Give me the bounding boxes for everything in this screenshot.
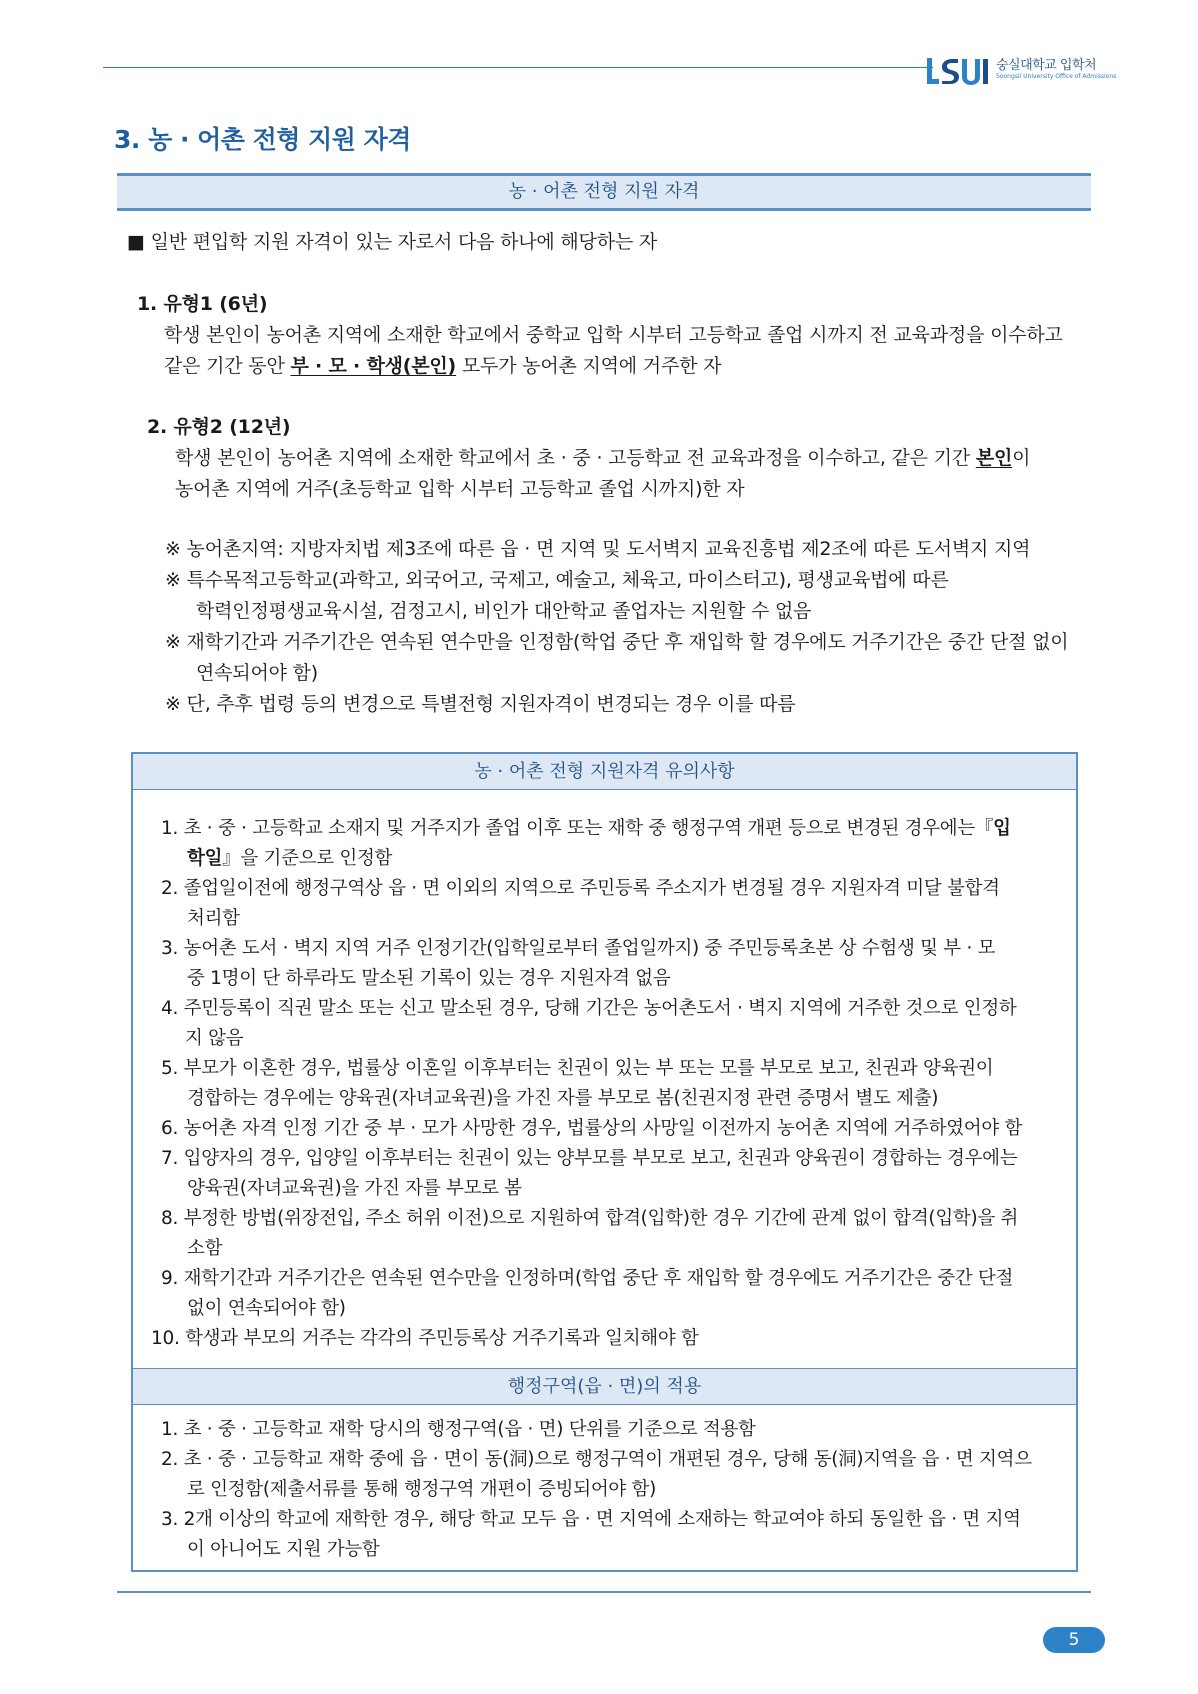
caution-item-3-cont: 중 1명이 단 하루라도 말소된 기록이 있는 경우 지원자격 없음 [187,968,671,989]
qualification-banner-title: 농 · 어촌 전형 지원 자격 [508,181,700,202]
admin-item-2-cont: 로 인정함(제출서류를 통해 행정구역 개편이 증빙되어야 함) [187,1479,657,1500]
caution-item-4: 4. 주민등록이 직권 말소 또는 신고 말소된 경우, 당해 기간은 농어촌도서 · 벽지 지역에 거주한 것으로 인정하 [161,998,1017,1019]
admin-title: 행정구역(읍 · 면)의 적용 [507,1376,702,1397]
type2-heading: 2. 유형2 (12년) [147,416,291,438]
caution-item-1-emphasis-cont: 학일 [187,848,223,869]
admin-item-1: 1. 초 · 중 · 고등학교 재학 당시의 행정구역(읍 · 면) 단위를 기준으로 적용함 [161,1419,756,1440]
caution-item-5: 5. 부모가 이혼한 경우, 법률상 이혼일 이후부터는 친권이 있는 부 또는 모를 부모로 보고, 친권과 양육권이 [161,1058,994,1079]
type1-line2-emphasis: 부 · 모 · 학생(본인) [290,355,457,377]
type1-line2 [164,351,721,382]
footer-rule [117,1591,1091,1593]
caution-item-7: 7. 입양자의 경우, 입양일 이후부터는 친권이 있는 양부모를 부모로 보고, 친권과 양육권이 경합하는 경우에는 [161,1148,1018,1169]
admin-item-2: 2. 초 · 중 · 고등학교 재학 중에 읍 · 면이 동(洞)으로 행정구역이 개편된 경우, 당해 동(洞)지역을 읍 · 면 지역으 [161,1449,1032,1470]
type2-line1-pre: 학생 본인이 농어촌 지역에 소재한 학교에서 초 · 중 · 고등학교 전 교육과정을 이수하고, 같은 기간 [175,447,976,469]
caution-item-10: 10. 학생과 부모의 거주는 각각의 주민등록상 거주기록과 일치해야 함 [151,1328,699,1349]
admin-item-3: 3. 2개 이상의 학교에 재학한 경우, 해당 학교 모두 읍 · 면 지역에 소재하는 학교여야 하되 동일한 읍 · 면 지역 [161,1509,1021,1530]
caution-item-4-cont: 지 않음 [185,1028,244,1049]
type2-line2: 농어촌 지역에 거주(초등학교 입학 시부터 고등학교 졸업 시까지)한 자 [175,478,745,500]
type2-line1 [175,443,1030,474]
caution-item-5-cont: 경합하는 경우에는 양육권(자녀교육권)을 가진 자를 부모로 봄(친권지정 관련 증명서 별도 제출) [187,1088,939,1109]
note-law-change: ※ 단, 추후 법령 등의 변경으로 특별전형 지원자격이 변경되는 경우 이를 따름 [165,693,796,715]
note-rural-area: ※ 농어촌지역: 지방자치법 제3조에 따른 읍 · 면 지역 및 도서벽지 교육진흥법 제2조에 따른 도서벽지 지역 [165,538,1031,560]
type2-line1-post: 이 [1012,447,1031,469]
caution-item-8-cont: 소함 [187,1238,223,1259]
type1-line2-pre: 같은 기간 동안 [164,355,291,377]
page-number: 5 [1068,1630,1080,1650]
type1-line2-post: 모두가 농어촌 지역에 거주한 자 [456,355,722,377]
section-title: 3. 농 · 어촌 전형 지원 자격 [114,125,411,154]
type2-line1-emphasis: 본인 [975,447,1013,469]
caution-item-2: 2. 졸업일이전에 행정구역상 읍 · 면 이외의 지역으로 주민등록 주소지가 변경될 경우 지원자격 미달 불합격 [161,878,1000,899]
logo-text-kr: 숭실대학교 입학처 [996,58,1097,73]
caution-item-1-cont-text: 』을 기준으로 인정함 [222,848,393,869]
intro-text: ■ 일반 편입학 지원 자격이 있는 자로서 다음 하나에 해당하는 자 [127,231,657,253]
caution-item-2-cont: 처리함 [187,908,240,929]
cautions-title: 농 · 어촌 전형 지원자격 유의사항 [474,761,735,782]
note-continuous-period-cont: 연속되어야 함) [196,662,318,684]
caution-item-1-emphasis: 입 [993,818,1011,839]
caution-item-8: 8. 부정한 방법(위장전입, 주소 허위 이전)으로 지원하여 합격(입학)한 경우 기간에 관계 없이 합격(입학)을 취 [161,1208,1019,1229]
university-logo-icon [925,55,991,87]
caution-item-9-cont: 없이 연속되어야 함) [187,1298,346,1319]
admin-item-3-cont: 이 아니어도 지원 가능함 [187,1539,380,1560]
caution-item-1-text: 1. 초 · 중 · 고등학교 소재지 및 거주지가 졸업 이후 또는 재학 중 행정구역 개편 등으로 변경된 경우에는『 [161,818,994,839]
caution-item-3: 3. 농어촌 도서 · 벽지 지역 거주 인정기간(입학일로부터 졸업일까지) 중 주민등록초본 상 수험생 및 부 · 모 [161,938,996,959]
caution-item-6: 6. 농어촌 자격 인정 기간 중 부 · 모가 사망한 경우, 법률상의 사망일 이전까지 농어촌 지역에 거주하였어야 함 [161,1118,1023,1139]
caution-item-7-cont: 양육권(자녀교육권)을 가진 자를 부모로 봄 [187,1178,522,1199]
logo-text-en: Soongsil University Office of Admissions [996,73,1117,80]
type1-heading: 1. 유형1 (6년) [137,293,268,315]
note-special-schools: ※ 특수목적고등학교(과학고, 외국어고, 국제고, 예술고, 체육고, 마이스터고), 평생교육법에 따른 [165,569,949,591]
caution-item-1 [161,814,1011,844]
note-special-schools-cont: 학력인정평생교육시설, 검정고시, 비인가 대안학교 졸업자는 지원할 수 없음 [196,600,812,622]
type1-line1: 학생 본인이 농어촌 지역에 소재한 학교에서 중학교 입학 시부터 고등학교 졸업 시까지 전 교육과정을 이수하고 [164,324,1063,346]
caution-item-9: 9. 재학기간과 거주기간은 연속된 연수만을 인정하며(학업 중단 후 재입학 할 경우에도 거주기간은 중간 단절 [161,1268,1014,1289]
header-rule [103,67,933,68]
caution-item-1-cont [187,844,392,874]
note-continuous-period: ※ 재학기간과 거주기간은 연속된 연수만을 인정함(학업 중단 후 재입학 할 경우에도 거주기간은 중간 단절 없이 [165,631,1069,653]
